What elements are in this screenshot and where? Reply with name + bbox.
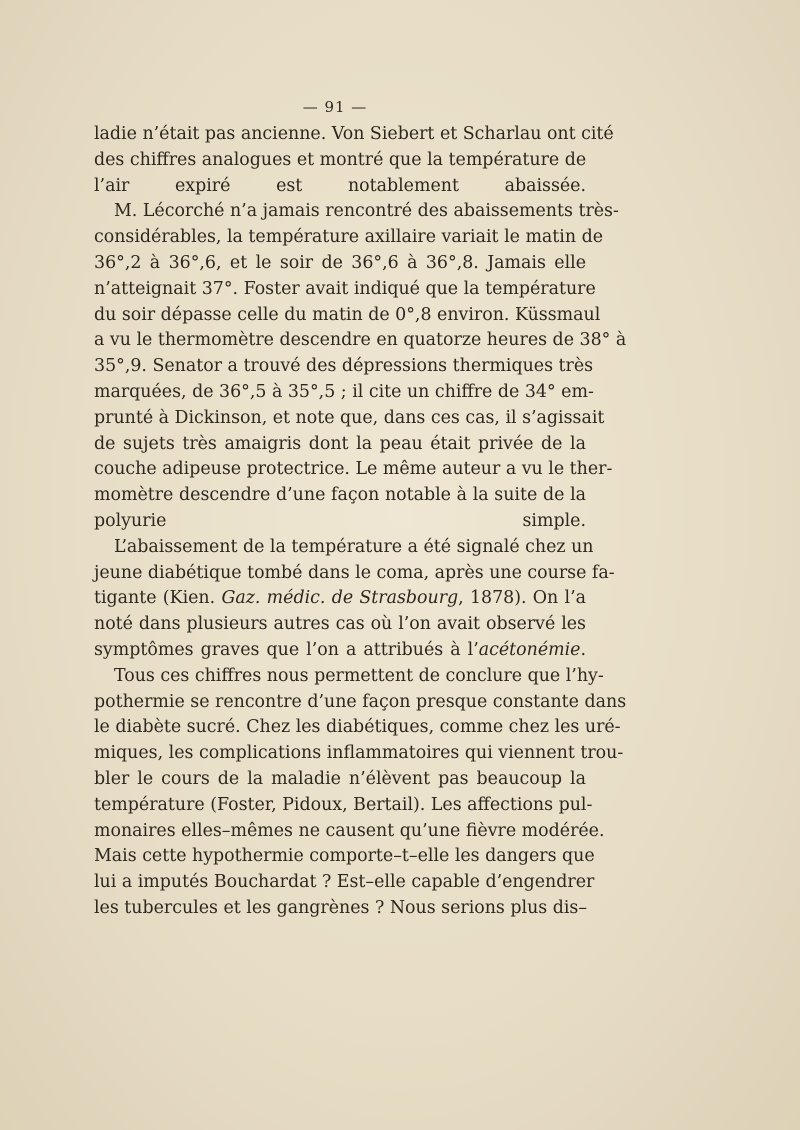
paragraph bbox=[94, 664, 627, 922]
paragraph bbox=[94, 199, 627, 534]
text-line: les tubercules et les gangrènes ? Nous serions plus dis– bbox=[94, 897, 588, 918]
text-line: Tous ces chiffres nous permettent de conclure que l’hy- bbox=[114, 665, 604, 686]
text-line: température (Foster, Pidoux, Bertail). Les affections pul- bbox=[94, 794, 593, 815]
text-line: considérables, la température axillaire variait le matin de bbox=[94, 227, 604, 248]
text-line: miques, les complications inflammatoires qui viennent trou- bbox=[94, 743, 624, 764]
text-line: 35°,9. Senator a trouvé des dépressions thermiques très bbox=[94, 356, 594, 377]
text-line: M. Lécorché n’a jamais rencontré des abaissements très- bbox=[114, 201, 619, 222]
text-run: tigante (Kien. bbox=[94, 588, 222, 609]
text-line: monaires elles–mêmes ne causent qu’une fièvre modérée. bbox=[94, 820, 605, 841]
text-run: , 1878). On l’a bbox=[458, 588, 586, 609]
text-line: marquées, de 36°,5 à 35°,5 ; il cite un chiffre de 34° em- bbox=[94, 381, 594, 402]
text-line bbox=[94, 638, 586, 664]
text-line: du soir dépasse celle du matin de 0°,8 environ. Küssmaul bbox=[94, 304, 601, 325]
text-line: des chiffres analogues et montré que la température de bbox=[94, 149, 587, 170]
text-line: bler le cours de la maladie n’élèvent pas beaucoup la bbox=[94, 768, 586, 789]
text-line: Mais cette hypothermie comporte–t–elle les dangers que bbox=[94, 846, 595, 867]
page-number: — 91 — bbox=[302, 98, 368, 116]
text-run: . bbox=[580, 639, 586, 660]
text-line: de sujets très amaigris dont la peau était privée de la bbox=[94, 433, 586, 454]
text-line: pothermie se rencontre d’une façon presque constante dans bbox=[94, 691, 627, 712]
text-line: polyurie simple. bbox=[94, 510, 586, 531]
text-line: lui a imputés Bouchardat ? Est–elle capable d’engendrer bbox=[94, 872, 595, 893]
text-line: noté dans plusieurs autres cas où l’on avait observé les bbox=[94, 614, 586, 635]
text-line: ladie n’était pas ancienne. Von Siebert et Scharlau ont cité bbox=[94, 124, 614, 144]
italic-term: acétonémie bbox=[478, 639, 581, 660]
text-run: symptômes graves que l’on a attribués à l’ bbox=[94, 639, 479, 660]
text-line: jeune diabétique tombé dans le coma, après une course fa- bbox=[94, 562, 615, 583]
paragraph bbox=[94, 122, 614, 199]
text-line: L’abaissement de la température a été signalé chez un bbox=[114, 536, 594, 557]
paragraph bbox=[94, 535, 615, 664]
text-line: prunté à Dickinson, et note que, dans ces cas, il s’agissait bbox=[94, 407, 605, 428]
journal-citation: Gaz. médic. de Strasbourg bbox=[221, 588, 459, 609]
text-line bbox=[94, 586, 586, 612]
text-line: a vu le thermomètre descendre en quatorze heures de 38° à bbox=[94, 330, 627, 351]
text-line: l’air expiré est notablement abaissée. bbox=[94, 175, 586, 196]
text-line: 36°,2 à 36°,6, et le soir de 36°,6 à 36°,8. Jamais elle bbox=[94, 252, 586, 273]
text-line: le diabète sucré. Chez les diabétiques, comme chez les uré- bbox=[94, 717, 621, 738]
text-line: momètre descendre d’une façon notable à la suite de la bbox=[94, 485, 586, 506]
text-line: n’atteignait 37°. Foster avait indiqué que la température bbox=[94, 278, 596, 299]
body-text bbox=[94, 122, 627, 922]
text-line: couche adipeuse protectrice. Le même auteur a vu le ther- bbox=[94, 459, 613, 480]
